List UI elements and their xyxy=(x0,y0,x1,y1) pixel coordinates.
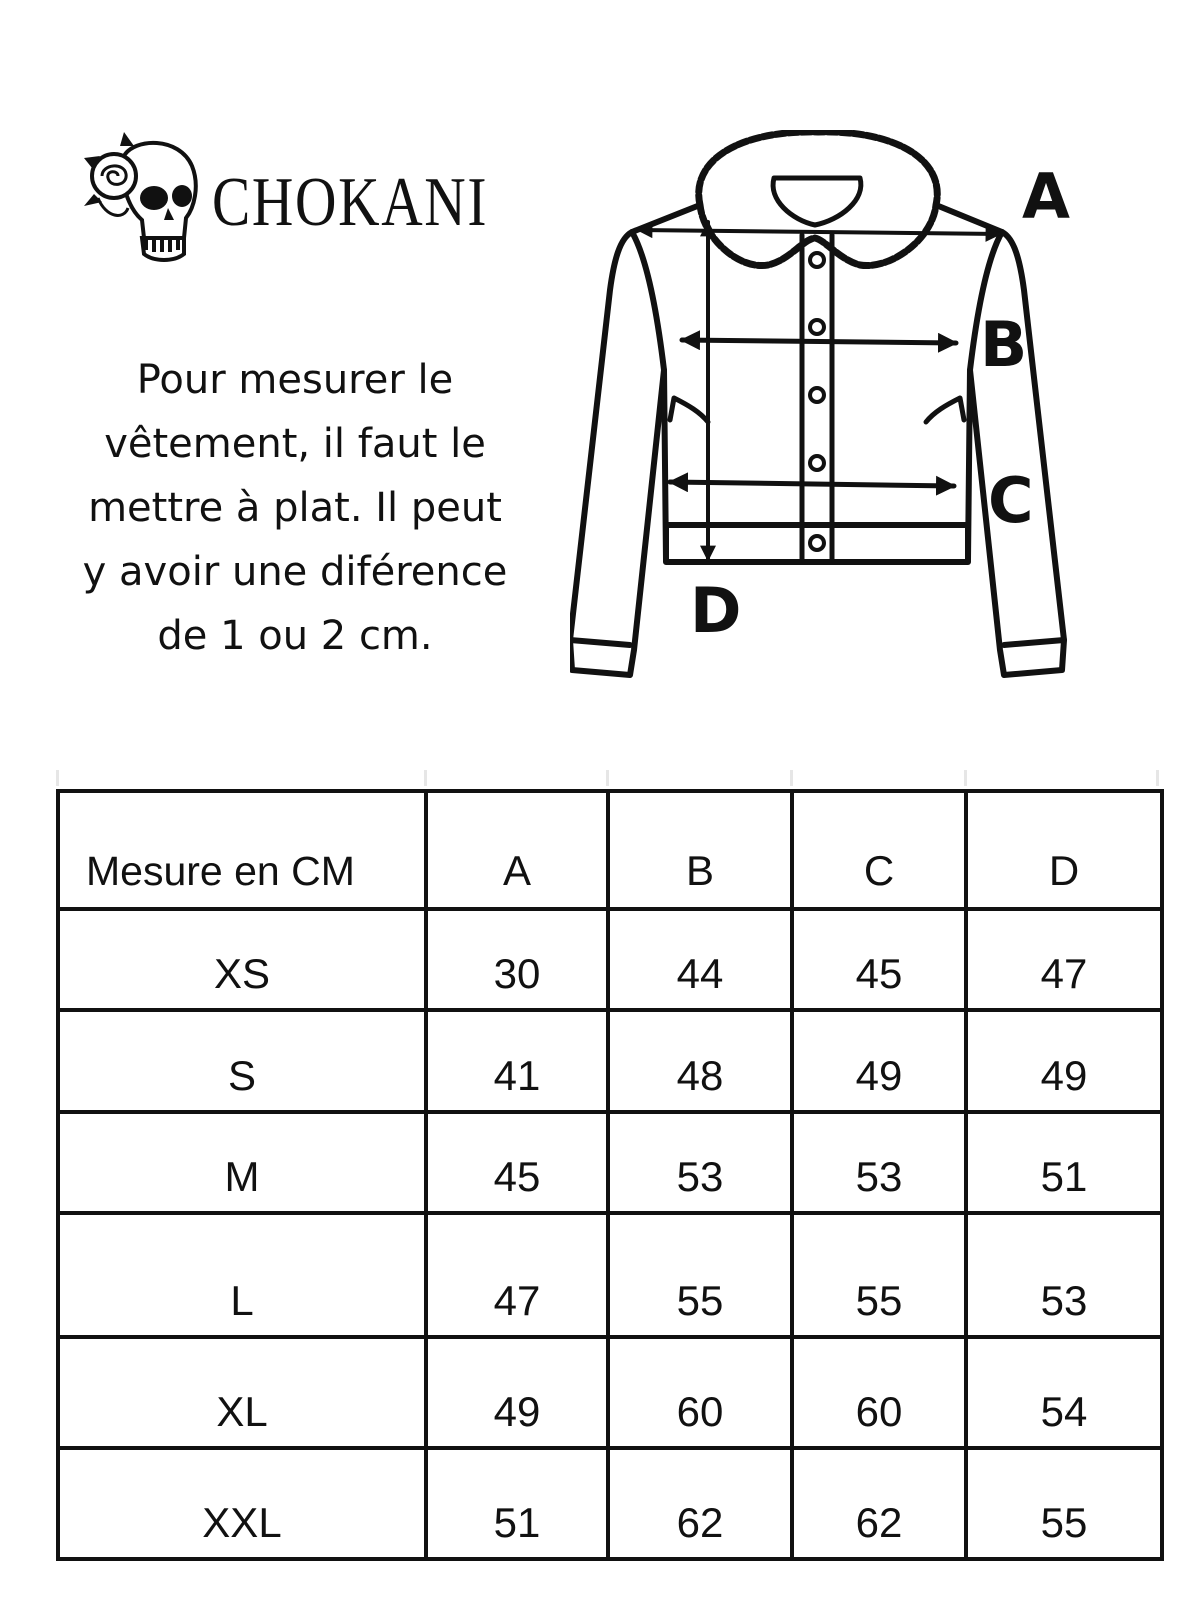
guide-tick xyxy=(1156,770,1159,786)
guide-tick xyxy=(56,770,59,786)
value-cell: 62 xyxy=(792,1448,966,1559)
size-cell: XL xyxy=(58,1337,426,1447)
brand-logo xyxy=(84,128,489,274)
table-row xyxy=(58,1213,1162,1337)
value-cell: 62 xyxy=(608,1448,792,1559)
value-cell: 53 xyxy=(608,1112,792,1213)
value-cell: 60 xyxy=(608,1337,792,1447)
value-cell: 30 xyxy=(426,909,608,1010)
value-cell: 49 xyxy=(966,1010,1162,1112)
table-row xyxy=(58,1112,1162,1213)
instruction-line: vêtement, il faut le xyxy=(104,421,486,467)
header-cell: C xyxy=(792,791,966,909)
value-cell: 55 xyxy=(792,1213,966,1337)
instruction-line: de 1 ou 2 cm. xyxy=(157,613,433,659)
header-cell: A xyxy=(426,791,608,909)
value-cell: 55 xyxy=(966,1448,1162,1559)
value-cell: 54 xyxy=(966,1337,1162,1447)
value-cell: 41 xyxy=(426,1010,608,1112)
value-cell: 51 xyxy=(966,1112,1162,1213)
instruction-line: mettre à plat. Il peut xyxy=(88,485,502,531)
value-cell: 47 xyxy=(426,1213,608,1337)
size-cell: XXL xyxy=(58,1448,426,1559)
table-row xyxy=(58,1448,1162,1559)
skull-rose-icon xyxy=(84,128,204,274)
value-cell: 49 xyxy=(792,1010,966,1112)
measure-label-b: B xyxy=(980,308,1028,381)
value-cell: 49 xyxy=(426,1337,608,1447)
table-row xyxy=(58,1010,1162,1112)
jacket-diagram xyxy=(570,130,1130,740)
value-cell: 55 xyxy=(608,1213,792,1337)
guide-tick xyxy=(790,770,793,786)
instruction-line: Pour mesurer le xyxy=(136,357,454,403)
value-cell: 44 xyxy=(608,909,792,1010)
size-cell: L xyxy=(58,1213,426,1337)
instruction-line: y avoir une diférence xyxy=(82,549,508,595)
value-cell: 53 xyxy=(792,1112,966,1213)
header-cell: D xyxy=(966,791,1162,909)
size-cell: XS xyxy=(58,909,426,1010)
guide-tick xyxy=(964,770,967,786)
measurement-instructions xyxy=(60,348,530,668)
header-cell: B xyxy=(608,791,792,909)
value-cell: 45 xyxy=(792,909,966,1010)
value-cell: 60 xyxy=(792,1337,966,1447)
size-cell: M xyxy=(58,1112,426,1213)
table-row xyxy=(58,909,1162,1010)
guide-tick xyxy=(424,770,427,786)
size-chart-table xyxy=(56,789,1164,1561)
value-cell: 53 xyxy=(966,1213,1162,1337)
measure-label-c: C xyxy=(988,464,1034,537)
measure-label-a: A xyxy=(1022,160,1070,233)
header-cell: Mesure en CM xyxy=(58,791,426,909)
brand-name: CHOKANI xyxy=(212,164,489,241)
value-cell: 47 xyxy=(966,909,1162,1010)
table-header-row xyxy=(58,791,1162,909)
value-cell: 51 xyxy=(426,1448,608,1559)
table-row xyxy=(58,1337,1162,1447)
size-cell: S xyxy=(58,1010,426,1112)
value-cell: 48 xyxy=(608,1010,792,1112)
guide-tick xyxy=(606,770,609,786)
value-cell: 45 xyxy=(426,1112,608,1213)
measure-label-d: D xyxy=(690,574,742,647)
